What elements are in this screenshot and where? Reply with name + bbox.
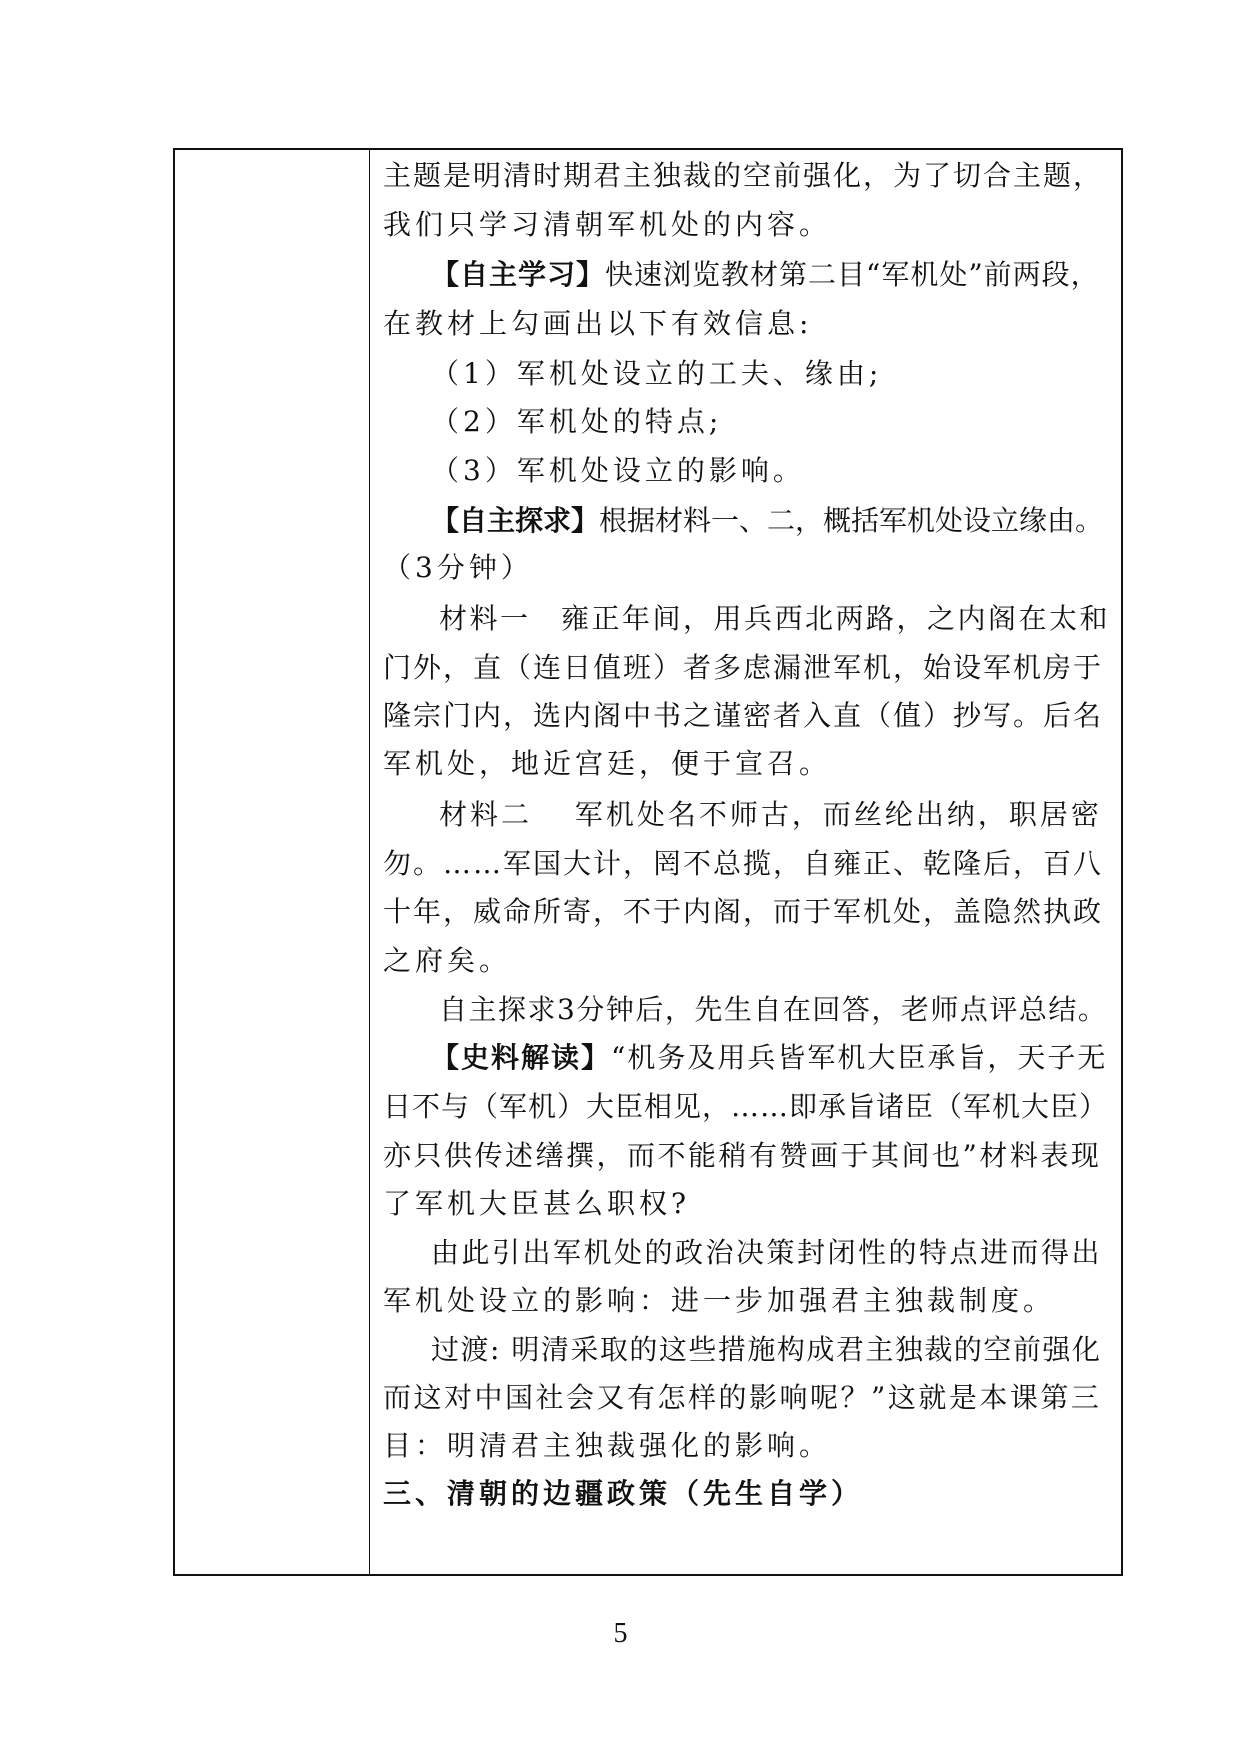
text-line: 勿。……军国大计，罔不总揽，自雍正、乾隆后，百八: [383, 847, 1104, 880]
text-line: 【自主探求】根据材料一、二，概括军机处设立缘由。: [431, 504, 1104, 537]
text-line: 【史料解读】“机务及用兵皆军机大臣承旨，天子无: [431, 1041, 1108, 1074]
text-line: 由此引出军机处的政治决策封闭性的特点进而得出: [431, 1236, 1103, 1269]
text-line: 日不与（军机）大臣相见，……即承旨诸臣（军机大臣）: [383, 1090, 1109, 1123]
text-line: 【自主学习】快速浏览教材第二目“军机处”前两段，: [431, 258, 1100, 291]
text-line: 军机处，地近宫廷，便于宣召。: [383, 747, 832, 780]
section-heading: 三、清朝的边疆政策（先生自学）: [383, 1477, 864, 1510]
text-line: 而这对中国社会又有怎样的影响呢？”这就是本课第三: [383, 1381, 1102, 1414]
text-line: 门外，直（连日值班）者多虑漏泄军机，始设军机房于: [383, 651, 1104, 684]
text-line: 了军机大臣甚么职权?: [383, 1187, 691, 1220]
text-line: 材料一 雍正年间，用兵西北两路，之内阁在太和: [439, 602, 1111, 635]
text-line: 亦只供传述缮撰，而不能稍有赞画于其间也”材料表现: [383, 1139, 1102, 1172]
text-line: 自主探求3分钟后，先生自在回答，老师点评总结。: [439, 993, 1108, 1026]
text-line: （2）军机处的特点;: [431, 405, 723, 438]
text-line: 在教材上勾画出以下有效信息:: [383, 307, 813, 340]
section-label: 【自主探求】: [431, 504, 600, 537]
page-number: 5: [613, 1618, 628, 1649]
text-line: 十年，威命所寄，不于内阁，而于军机处，盖隐然执政: [383, 895, 1104, 928]
text-line: 目：明清君主独裁强化的影响。: [383, 1429, 832, 1462]
section-label: 【史料解读】: [431, 1041, 612, 1074]
text-line: 材料二 军机处名不师古，而丝纶出纳，职居密: [439, 798, 1102, 831]
lesson-table: [173, 148, 1123, 1576]
text-line: 过渡: 明清采取的这些措施构成君主独裁的空前强化: [431, 1333, 1102, 1366]
text-line: （1）军机处设立的工夫、缘由;: [431, 357, 883, 390]
text-line: （3）军机处设立的影响。: [431, 454, 805, 487]
text-line: 主题是明清时期君主独裁的空前强化，为了切合主题，: [383, 159, 1104, 192]
text-line: 我们只学习清朝军机处的内容。: [383, 208, 832, 241]
text-line: 隆宗门内，选内阁中书之谨密者入直（值）抄写。后名: [383, 699, 1104, 732]
text-line: 军机处设立的影响：进一步加强君主独裁制度。: [383, 1284, 1056, 1317]
table-left-column: [175, 150, 370, 1574]
text-line: （3分钟）: [383, 551, 533, 584]
section-label: 【自主学习】: [431, 258, 606, 291]
text-line: 之府矣。: [383, 944, 512, 977]
